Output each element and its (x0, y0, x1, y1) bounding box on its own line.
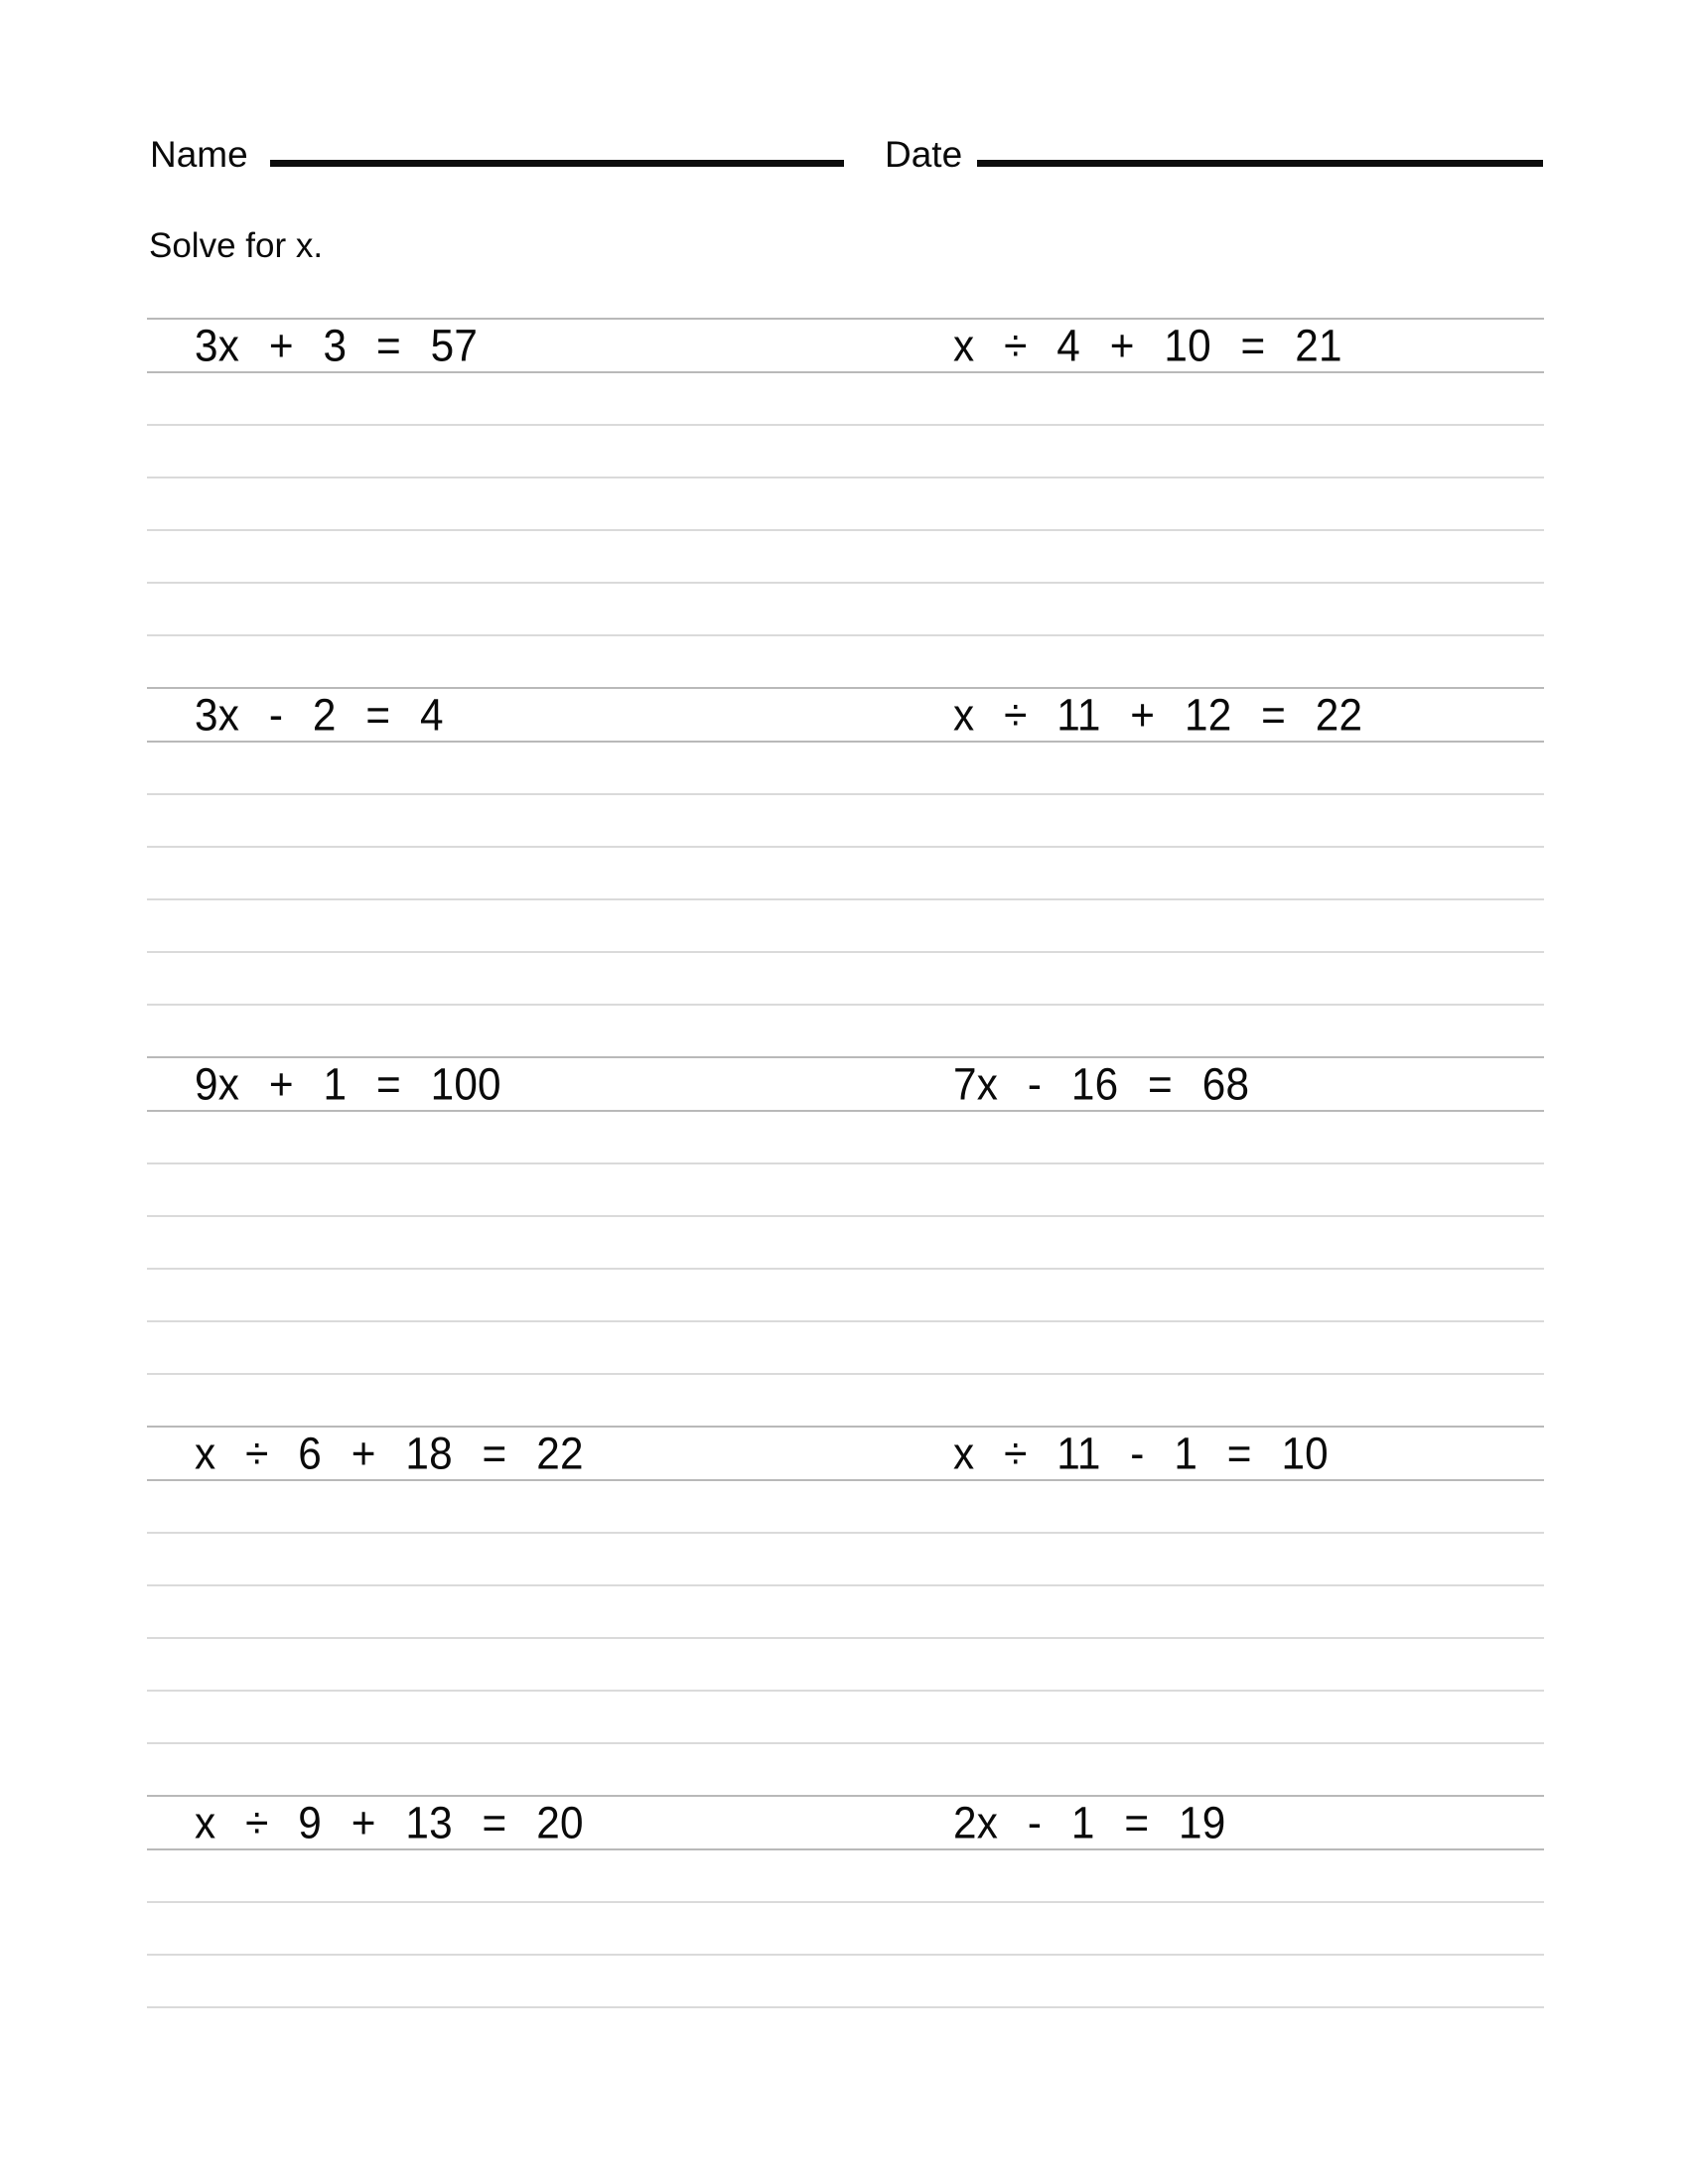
answer-line (147, 478, 1544, 531)
answer-line (147, 743, 1544, 795)
answer-line (147, 531, 1544, 584)
answer-line (147, 1112, 1544, 1164)
answer-line (147, 900, 1544, 953)
answer-line (147, 848, 1544, 900)
problem-row-5 (147, 1795, 1544, 2008)
equation-4-right: x ÷ 11 - 1 = 10 (953, 1428, 1329, 1479)
answer-line (147, 795, 1544, 848)
problem-row-4 (147, 1426, 1544, 1795)
equation-4-left: x ÷ 6 + 18 = 22 (195, 1428, 584, 1479)
equation-3-right: 7x - 16 = 68 (953, 1058, 1250, 1110)
equation-band (147, 1056, 1544, 1112)
answer-line (147, 373, 1544, 426)
equation-3-left: 9x + 1 = 100 (195, 1058, 501, 1110)
answer-line (147, 1534, 1544, 1586)
answer-line (147, 953, 1544, 1006)
equation-band (147, 1426, 1544, 1481)
date-label: Date (885, 134, 963, 175)
answer-line (147, 1217, 1544, 1270)
answer-line (147, 1322, 1544, 1375)
name-label: Name (150, 134, 248, 175)
equation-5-right: 2x - 1 = 19 (953, 1797, 1226, 1848)
answer-line (147, 1850, 1544, 1903)
equation-band (147, 1795, 1544, 1850)
answer-line (147, 1903, 1544, 1956)
date-blank-line (977, 160, 1543, 167)
answer-line (147, 1956, 1544, 2008)
name-blank-line (270, 160, 844, 167)
answer-line (147, 584, 1544, 636)
problem-row-2 (147, 687, 1544, 1056)
equation-2-left: 3x - 2 = 4 (195, 689, 444, 741)
equation-2-right: x ÷ 11 + 12 = 22 (953, 689, 1363, 741)
equation-band (147, 318, 1544, 373)
equation-1-left: 3x + 3 = 57 (195, 320, 479, 371)
equation-1-right: x ÷ 4 + 10 = 21 (953, 320, 1342, 371)
problem-area (147, 318, 1544, 2008)
problem-row-3 (147, 1056, 1544, 1426)
equation-band (147, 687, 1544, 743)
problem-row-1 (147, 318, 1544, 687)
answer-line (147, 426, 1544, 478)
answer-line (147, 1164, 1544, 1217)
answer-line (147, 1586, 1544, 1639)
answer-line (147, 1639, 1544, 1692)
answer-line (147, 1270, 1544, 1322)
equation-5-left: x ÷ 9 + 13 = 20 (195, 1797, 584, 1848)
instruction-text: Solve for x. (149, 226, 324, 265)
answer-line (147, 1481, 1544, 1534)
answer-line (147, 1692, 1544, 1744)
